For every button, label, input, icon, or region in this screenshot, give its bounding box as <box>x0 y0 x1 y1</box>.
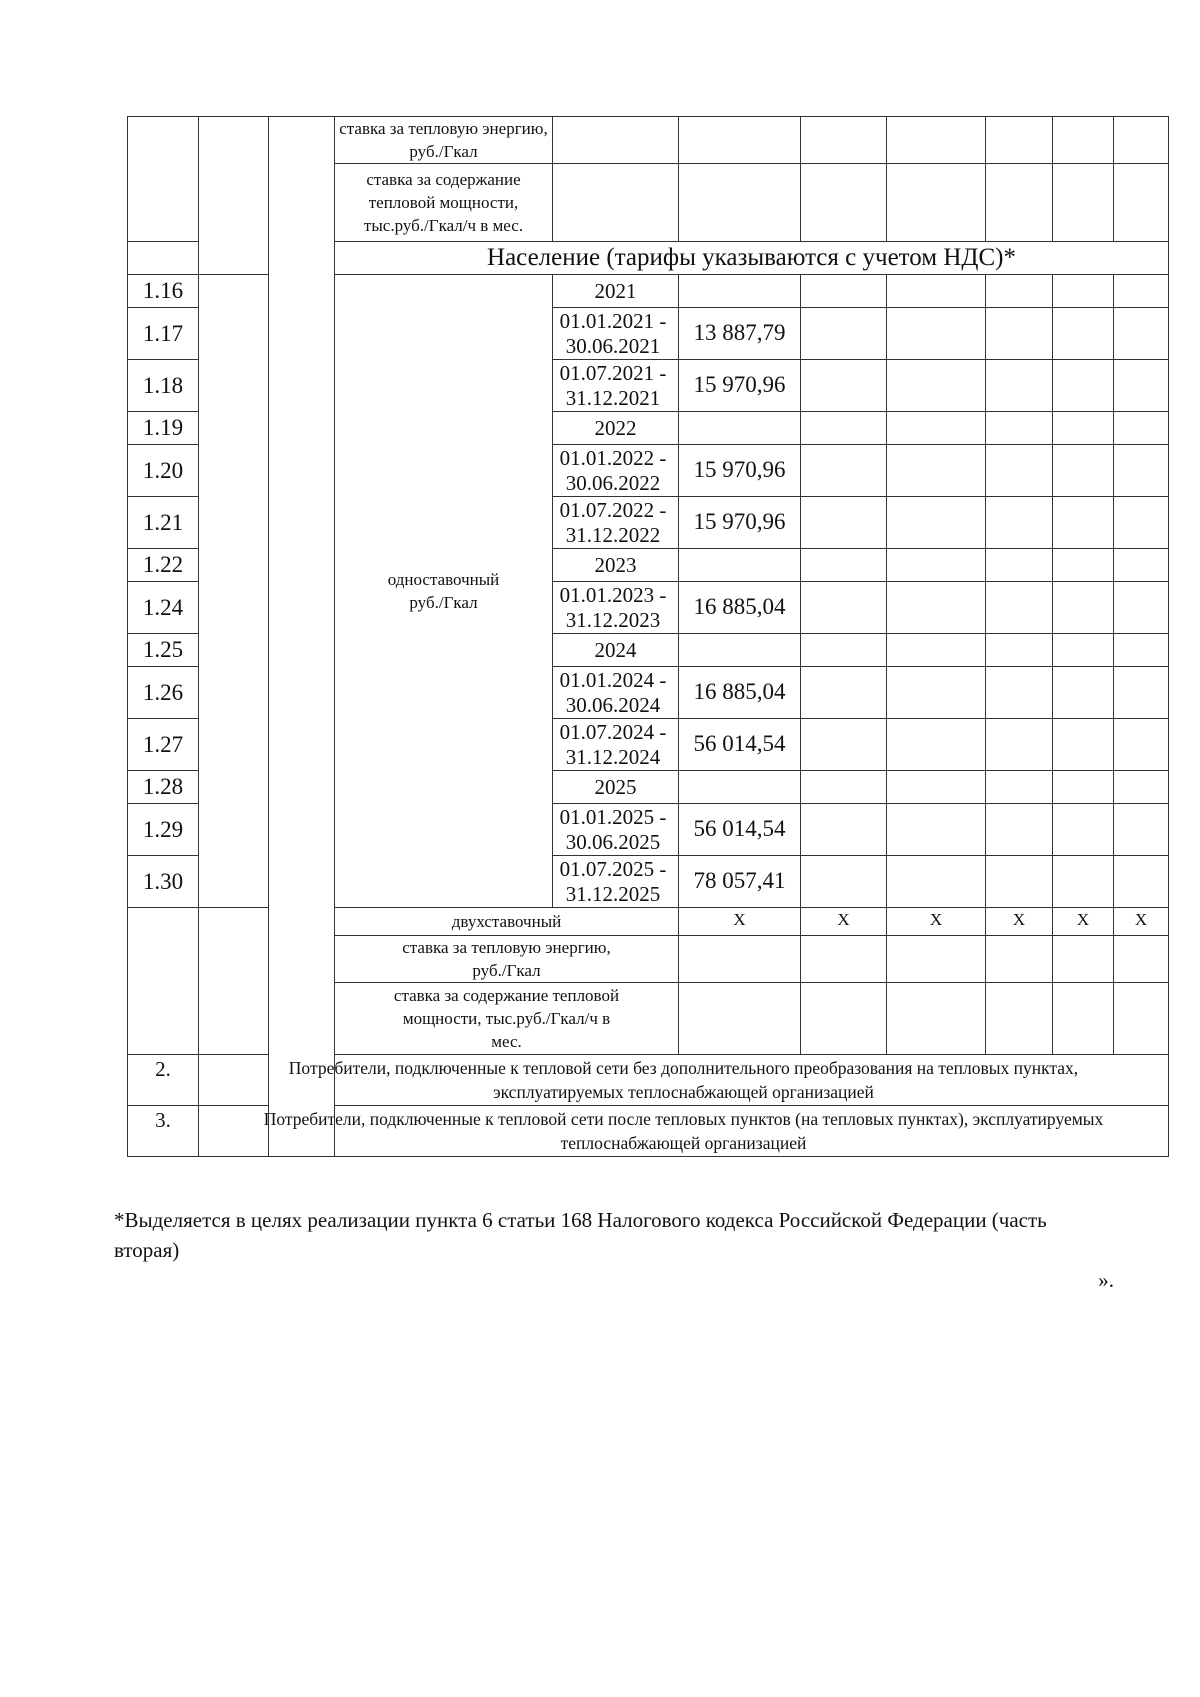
row-number: 1.16 <box>128 275 199 308</box>
period-label: 01.01.2022 - 30.06.2022 <box>553 445 679 497</box>
tariff-value: 56 014,54 <box>679 804 801 856</box>
row-number: 1.28 <box>128 771 199 804</box>
tariff-value: 78 057,41 <box>679 856 801 908</box>
row-number: 2. <box>128 1055 199 1106</box>
period-label: 01.07.2022 - 31.12.2022 <box>553 497 679 549</box>
row-number: 1.20 <box>128 445 199 497</box>
year-label: 2021 <box>553 275 679 308</box>
x-mark: X <box>679 908 801 936</box>
closing-quote: ». <box>1098 1268 1114 1292</box>
consumer-group-label: Потребители, подключенные к тепловой сети после тепловых пунктов (на тепловых пунктах), эксплуатируемых теплоснабжающей организацией <box>199 1106 1169 1157</box>
period-label: 01.01.2021 - 30.06.2021 <box>553 308 679 360</box>
tariff-value: 15 970,96 <box>679 445 801 497</box>
x-mark: X <box>1114 908 1169 936</box>
rate-capacity-label: ставка за содержание тепловой мощности, тыс.руб./Гкал/ч в мес. <box>335 164 553 242</box>
tariff-value: 16 885,04 <box>679 582 801 634</box>
tariff-value: 15 970,96 <box>679 360 801 412</box>
x-mark: X <box>1053 908 1114 936</box>
empty-cell <box>199 275 269 908</box>
year-label: 2025 <box>553 771 679 804</box>
year-label: 2024 <box>553 634 679 667</box>
row-number: 1.29 <box>128 804 199 856</box>
empty-cell <box>269 117 335 1157</box>
row-number: 3. <box>128 1106 199 1157</box>
two-rate-label: двухставочный <box>335 908 679 936</box>
year-label: 2022 <box>553 412 679 445</box>
row-number: 1.30 <box>128 856 199 908</box>
period-label: 01.01.2023 - 31.12.2023 <box>553 582 679 634</box>
rate-energy-label: ставка за тепловую энергию, руб./Гкал <box>335 936 679 983</box>
period-label: 01.01.2025 - 30.06.2025 <box>553 804 679 856</box>
x-mark: X <box>801 908 887 936</box>
empty-cell <box>199 908 269 1055</box>
empty-cell <box>128 242 199 275</box>
period-label: 01.01.2024 - 30.06.2024 <box>553 667 679 719</box>
rate-capacity-label: ставка за содержание тепловой мощности, тыс.руб./Гкал/ч в мес. <box>335 983 679 1055</box>
x-mark: X <box>986 908 1053 936</box>
row-number: 1.19 <box>128 412 199 445</box>
empty-cell <box>199 117 269 275</box>
table-row <box>128 117 1169 164</box>
row-number: 1.25 <box>128 634 199 667</box>
empty-cell <box>128 117 199 242</box>
year-label: 2023 <box>553 549 679 582</box>
x-mark: X <box>887 908 986 936</box>
table-row <box>128 1055 1169 1106</box>
table-row <box>128 1106 1169 1157</box>
row-number: 1.18 <box>128 360 199 412</box>
row-number: 1.17 <box>128 308 199 360</box>
tariff-table <box>127 116 1169 1157</box>
row-number: 1.21 <box>128 497 199 549</box>
tariff-value: 16 885,04 <box>679 667 801 719</box>
row-number: 1.22 <box>128 549 199 582</box>
tariff-value: 13 887,79 <box>679 308 801 360</box>
tariff-value: 15 970,96 <box>679 497 801 549</box>
consumer-group-label: Потребители, подключенные к тепловой сети без дополнительного преобразования на тепловых пунктах, эксплуатируемых теплоснабжающей организацией <box>199 1055 1169 1106</box>
period-label: 01.07.2021 - 31.12.2021 <box>553 360 679 412</box>
empty-cell <box>128 908 199 1055</box>
row-number: 1.27 <box>128 719 199 771</box>
rate-energy-label: ставка за тепловую энергию, руб./Гкал <box>335 117 553 164</box>
tariff-value: 56 014,54 <box>679 719 801 771</box>
row-number: 1.24 <box>128 582 199 634</box>
single-rate-label: одноставочный руб./Гкал <box>335 275 553 908</box>
period-label: 01.07.2024 - 31.12.2024 <box>553 719 679 771</box>
period-label: 01.07.2025 - 31.12.2025 <box>553 856 679 908</box>
footnote: *Выделяется в целях реализации пункта 6 статьи 168 Налогового кодекса Российской Федерации (часть вторая) <box>114 1208 1047 1262</box>
section-header: Население (тарифы указываются с учетом НДС)* <box>335 242 1169 275</box>
row-number: 1.26 <box>128 667 199 719</box>
